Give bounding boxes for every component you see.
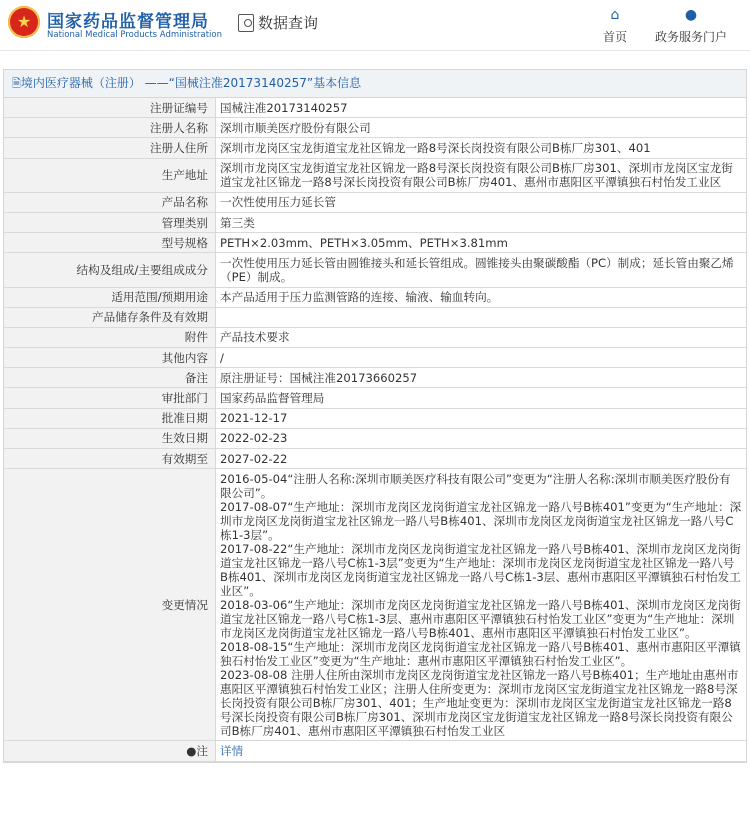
change-history: [216, 469, 747, 741]
nav-service-portal[interactable]: [652, 8, 730, 45]
field-value: [216, 307, 747, 327]
field-label: 适用范围/预期用途: [4, 287, 216, 307]
field-label: 备注: [4, 368, 216, 388]
panel-title: 境内医疗器械（注册） ——“国械注准20173140257”基本信息: [20, 76, 362, 90]
field-label: 管理类别: [4, 212, 216, 232]
field-value: PETH×2.03mm、PETH×3.05mm、PETH×3.81mm: [216, 233, 747, 253]
change-entry: 2016-05-04“注册人名称:深圳市顺美医疗科技有限公司”变更为“注册人名称:深圳市顺美医疗股份有限公司”。: [220, 471, 731, 500]
field-value: 第三类: [216, 212, 747, 232]
user-icon: ●: [684, 7, 698, 23]
change-entry: 2017-08-22“生产地址：深圳市龙岗区龙岗街道宝龙社区锦龙一路八号B栋401、深圳市龙岗区龙岗街道宝龙社区锦龙一路八号C栋1-3层”变更为“生产地址：深圳市龙岗区龙岗街道宝龙社区锦龙一路八号B栋401、深圳市龙岗区龙岗街道宝龙社区锦龙一路八号C栋1-3层、惠州市惠阳区平潭镇独石村怡发工业区”。: [220, 541, 741, 598]
table-row: [4, 408, 746, 428]
change-entry: 2017-08-07“生产地址：深圳市龙岗区龙岗街道宝龙社区锦龙一路八号B栋401”变更为“生产地址：深圳市龙岗区龙岗街道宝龙社区锦龙一路八号B栋401、深圳市龙岗区龙岗街道宝龙社区锦龙一路八号C栋1-3层”。: [220, 499, 742, 542]
field-value: /: [216, 348, 747, 368]
field-label: 变更情况: [4, 469, 216, 741]
field-label: 审批部门: [4, 388, 216, 408]
table-row: [4, 307, 746, 327]
field-label: 其他内容: [4, 348, 216, 368]
table-row: [4, 469, 746, 741]
table-row: [4, 449, 746, 469]
nav-home-label: 首页: [602, 30, 627, 44]
field-value: 本产品适用于压力监测管路的连接、输液、输血转向。: [216, 287, 747, 307]
change-entry: 2018-03-06“生产地址：深圳市龙岗区龙岗街道宝龙社区锦龙一路八号B栋401、深圳市龙岗区龙岗街道宝龙社区锦龙一路八号C栋1-3层、惠州市惠阳区平潭镇独石村怡发工业区”变更为“生产地址：深圳市龙岗区龙岗街道宝龙社区锦龙一路八号B栋401、惠州市惠阳区平潭镇独石村怡发工业区”。: [220, 597, 741, 640]
field-value: 国家药品监督管理局: [216, 388, 747, 408]
field-value: 2022-02-23: [216, 428, 747, 448]
field-value: 产品技术要求: [216, 327, 747, 347]
field-value: 深圳市龙岗区宝龙街道宝龙社区锦龙一路8号深长岗投资有限公司B栋厂房301、401: [216, 138, 747, 158]
table-row: [4, 233, 746, 253]
field-label: 注册人名称: [4, 118, 216, 138]
table-row: [4, 741, 746, 761]
table-row: [4, 158, 746, 192]
panel-header: [4, 70, 746, 98]
home-icon: ⌂: [610, 7, 620, 23]
field-label: 注册人住所: [4, 138, 216, 158]
note-label: [4, 741, 216, 761]
brand-title[interactable]: 国家药品监督管理局: [47, 12, 209, 32]
detail-panel: [3, 69, 747, 763]
field-label: 结构及组成/主要组成成分: [4, 253, 216, 287]
field-label: 产品名称: [4, 192, 216, 212]
pin-icon: ●: [186, 743, 197, 758]
field-value: 2021-12-17: [216, 408, 747, 428]
table-row: [4, 118, 746, 138]
site-header: [0, 0, 750, 51]
table-row: [4, 212, 746, 232]
table-row: [4, 388, 746, 408]
table-row: [4, 327, 746, 347]
field-label: 生效日期: [4, 428, 216, 448]
field-label: 批准日期: [4, 408, 216, 428]
document-search-icon: [238, 14, 254, 32]
table-row: [4, 287, 746, 307]
note-label-text: 注: [196, 743, 208, 758]
table-row: [4, 368, 746, 388]
field-label: 产品储存条件及有效期: [4, 307, 216, 327]
note-value: [216, 741, 747, 761]
field-label: 生产地址: [4, 158, 216, 192]
table-row: [4, 98, 746, 118]
star-icon: ★: [16, 12, 32, 31]
field-value: 国械注准20173140257: [216, 98, 747, 118]
field-value: 深圳市龙岗区宝龙街道宝龙社区锦龙一路8号深长岗投资有限公司B栋厂房301、深圳市龙岗区宝龙街道宝龙社区锦龙一路8号深长岗投资有限公司B栋厂房401、惠州市惠阳区平潭镇独石村怡发工业区: [216, 158, 747, 192]
field-value: 深圳市顺美医疗股份有限公司: [216, 118, 747, 138]
field-value: 一次性使用压力延长管由圆锥接头和延长管组成。圆锥接头由聚碳酸酯（PC）制成；延长管由聚乙烯（PE）制成。: [216, 253, 747, 287]
brand-subtitle: National Medical Products Administration: [47, 30, 222, 40]
field-value: 一次性使用压力延长管: [216, 192, 747, 212]
data-query-label: 数据查询: [258, 14, 319, 32]
nav-home[interactable]: [600, 8, 630, 45]
change-entry: 2023-08-08 注册人住所由深圳市龙岗区龙岗街道宝龙社区锦龙一路八号B栋401；生产地址由惠州市惠阳区平潭镇独石村怡发工业区；注册人住所变更为：深圳市龙岗区宝龙街道宝龙社区锦龙一路8号深长岗投资有限公司B栋厂房301、401；生产地址变更为：深圳市龙岗区宝龙街道宝龙社区锦龙一路8号深长岗投资有限公司B栋厂房301、深圳市龙岗区宝龙街道宝龙社区锦龙一路8号深长岗投资有限公司B栋厂房401、惠州市惠阳区平潭镇独石村怡发工业区: [220, 667, 739, 738]
field-value: 原注册证号：国械注准20173660257: [216, 368, 747, 388]
table-row: [4, 253, 746, 287]
table-row: [4, 138, 746, 158]
document-icon: 🗎: [12, 77, 21, 90]
field-label: 附件: [4, 327, 216, 347]
data-query-link[interactable]: [238, 12, 318, 33]
field-value: 2027-02-22: [216, 449, 747, 469]
detail-table: [4, 98, 746, 762]
details-link[interactable]: 详情: [220, 743, 244, 758]
table-row: [4, 192, 746, 212]
change-entry: 2018-08-15“生产地址：深圳市龙岗区龙岗街道宝龙社区锦龙一路八号B栋401、惠州市惠阳区平潭镇独石村怡发工业区”变更为“生产地址：惠州市惠阳区平潭镇独石村怡发工业区”。: [220, 639, 741, 668]
field-label: 注册证编号: [4, 98, 216, 118]
field-label: 有效期至: [4, 449, 216, 469]
table-row: [4, 348, 746, 368]
table-row: [4, 428, 746, 448]
field-label: 型号规格: [4, 233, 216, 253]
nav-service-portal-label: 政务服务门户: [654, 30, 727, 44]
